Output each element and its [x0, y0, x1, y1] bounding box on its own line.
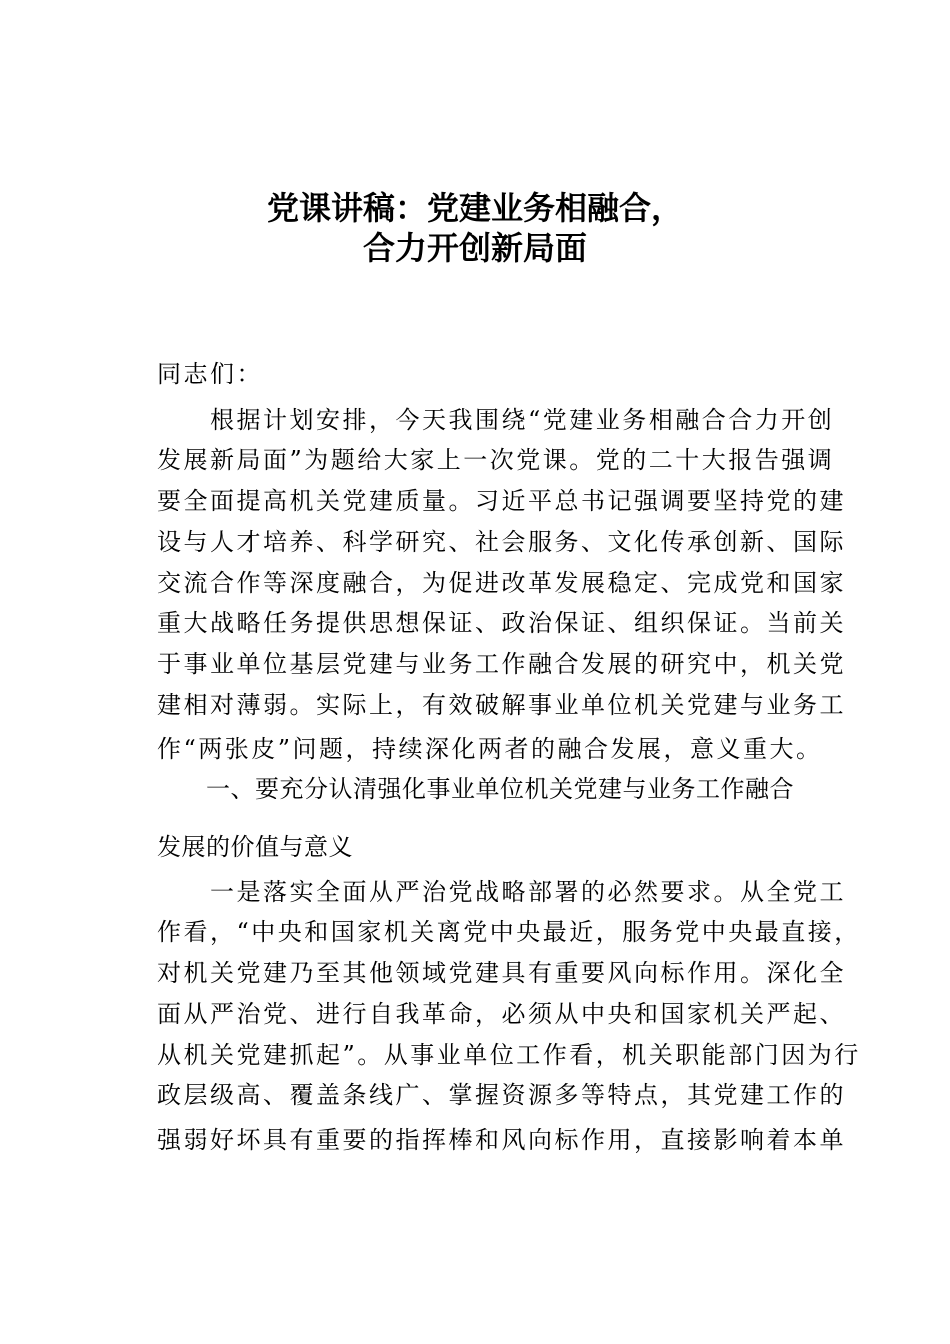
salutation: 同志们： [157, 360, 263, 388]
paragraph-1-line-7: 于事业单位基层党建与业务工作融合发展的研究中，机关党 [157, 650, 846, 678]
section-heading-1-line-1: 一、要充分认清强化事业单位机关党建与业务工作融合 [157, 775, 794, 803]
paragraph-1-line-3: 要全面提高机关党建质量。习近平总书记强调要坚持党的建 [157, 487, 846, 515]
paragraph-2-line-2: 作看，“中央和国家机关离党中央最近，服务党中央最直接， [157, 918, 861, 946]
paragraph-1-line-1: 根据计划安排，今天我围绕“党建业务相融合合力开创 [157, 406, 835, 434]
paragraph-1-line-9: 作“两张皮”问题，持续深化两者的融合发展，意义重大。 [157, 735, 823, 763]
paragraph-2-line-1: 一是落实全面从严治党战略部署的必然要求。从全党工 [157, 878, 846, 906]
paragraph-1-line-2: 发展新局面”为题给大家上一次党课。党的二十大报告强调 [157, 446, 835, 474]
document-title-line-1: 党课讲稿：党建业务相融合， [266, 189, 683, 227]
paragraph-1-line-4: 设与人才培养、科学研究、社会服务、文化传承创新、国际 [157, 528, 846, 556]
paragraph-2-line-3: 对机关党建乃至其他领域党建具有重要风向标作用。深化全 [157, 959, 846, 987]
paragraph-2-line-4: 面从严治党、进行自我革命，必须从中央和国家机关严起、 [157, 1000, 846, 1028]
paragraph-2-line-5: 从机关党建抓起”。从事业单位工作看，机关职能部门因为行 [157, 1041, 861, 1069]
paragraph-2-line-6: 政层级高、覆盖条线广、掌握资源多等特点，其党建工作的 [157, 1081, 846, 1109]
paragraph-1-line-8: 建相对薄弱。实际上，有效破解事业单位机关党建与业务工 [157, 691, 846, 719]
paragraph-1-line-6: 重大战略任务提供思想保证、政治保证、组织保证。当前关 [157, 609, 846, 637]
paragraph-1-line-5: 交流合作等深度融合，为促进改革发展稳定、完成党和国家 [157, 569, 846, 597]
section-heading-1-line-2: 发展的价值与意义 [157, 833, 353, 861]
paragraph-2-line-7: 强弱好坏具有重要的指挥棒和风向标作用，直接影响着本单 [157, 1126, 846, 1154]
document-title-line-2: 合力开创新局面 [362, 229, 587, 267]
